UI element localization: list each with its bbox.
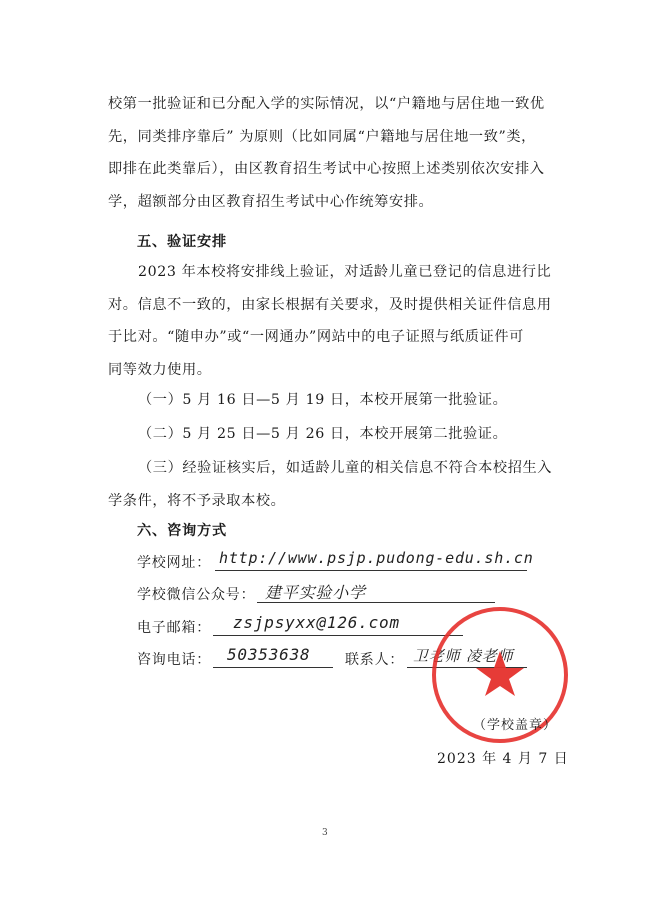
text-line: 同等效力使用。	[108, 361, 212, 378]
paragraph-verification	[108, 256, 552, 386]
text-line: 校第一批验证和已分配入学的实际情况，以“户籍地与居住地一致优	[108, 96, 545, 112]
text-line: 2023 年本校将安排线上验证，对适龄儿童已登记的信息进行比	[138, 264, 552, 280]
contact-person-value: 卫老师 凌老师	[413, 647, 514, 665]
contact-person-label: 联系人：	[345, 652, 405, 668]
section-heading-contact: 六、咨询方式	[137, 523, 227, 539]
email-label: 电子邮箱：	[137, 620, 211, 636]
text-line: 学条件，将不予录取本校。	[108, 492, 286, 509]
email-value: zsjpsyxx@126.com	[233, 613, 400, 632]
text-line: （三）经验证核实后，如适龄儿童的相关信息不符合本校招生入	[138, 460, 553, 476]
text-line: 学，超额部分由区教育招生考试中心作统筹安排。	[108, 193, 434, 210]
phone-label: 咨询电话：	[137, 652, 211, 668]
list-item-second-batch	[108, 418, 548, 451]
list-item-first-batch	[108, 384, 548, 417]
text-line: 先，同类排序靠后” 为原则（比如同属“户籍地与居住地一致”类，	[108, 128, 536, 145]
website-label: 学校网址：	[137, 555, 211, 571]
text-line: 对。信息不一致的，由家长根据有关要求，及时提供相关证件信息用	[108, 296, 552, 313]
seal-note: （学校盖章）	[473, 718, 558, 733]
text-line: （二）5 月 25 日—5 月 26 日，本校开展第二批验证。	[138, 426, 508, 442]
contact-row-website	[137, 548, 534, 574]
document-date: 2023 年 4 月 7 日	[437, 751, 569, 767]
page-number: 3	[322, 828, 328, 838]
website-value: http://www.psjp.pudong-edu.sh.cn	[219, 549, 534, 567]
text-line: 于比对。“随申办”或“一网通办”网站中的电子证照与纸质证件可	[108, 329, 524, 345]
contact-row-wechat	[137, 580, 497, 606]
list-item-verification-result	[108, 452, 553, 517]
contact-row-email	[137, 613, 467, 639]
wechat-label: 学校微信公众号：	[137, 587, 256, 603]
text-line: 即排在此类靠后），由区教育招生考试中心按照上述类别依次安排入	[108, 161, 545, 177]
section-heading-verification: 五、验证安排	[137, 234, 227, 250]
paragraph-admission-order	[108, 88, 548, 218]
text-line: （一）5 月 16 日—5 月 19 日，本校开展第一批验证。	[138, 392, 508, 408]
phone-value: 50353638	[227, 645, 311, 664]
wechat-value: 建平实验小学	[265, 583, 366, 602]
